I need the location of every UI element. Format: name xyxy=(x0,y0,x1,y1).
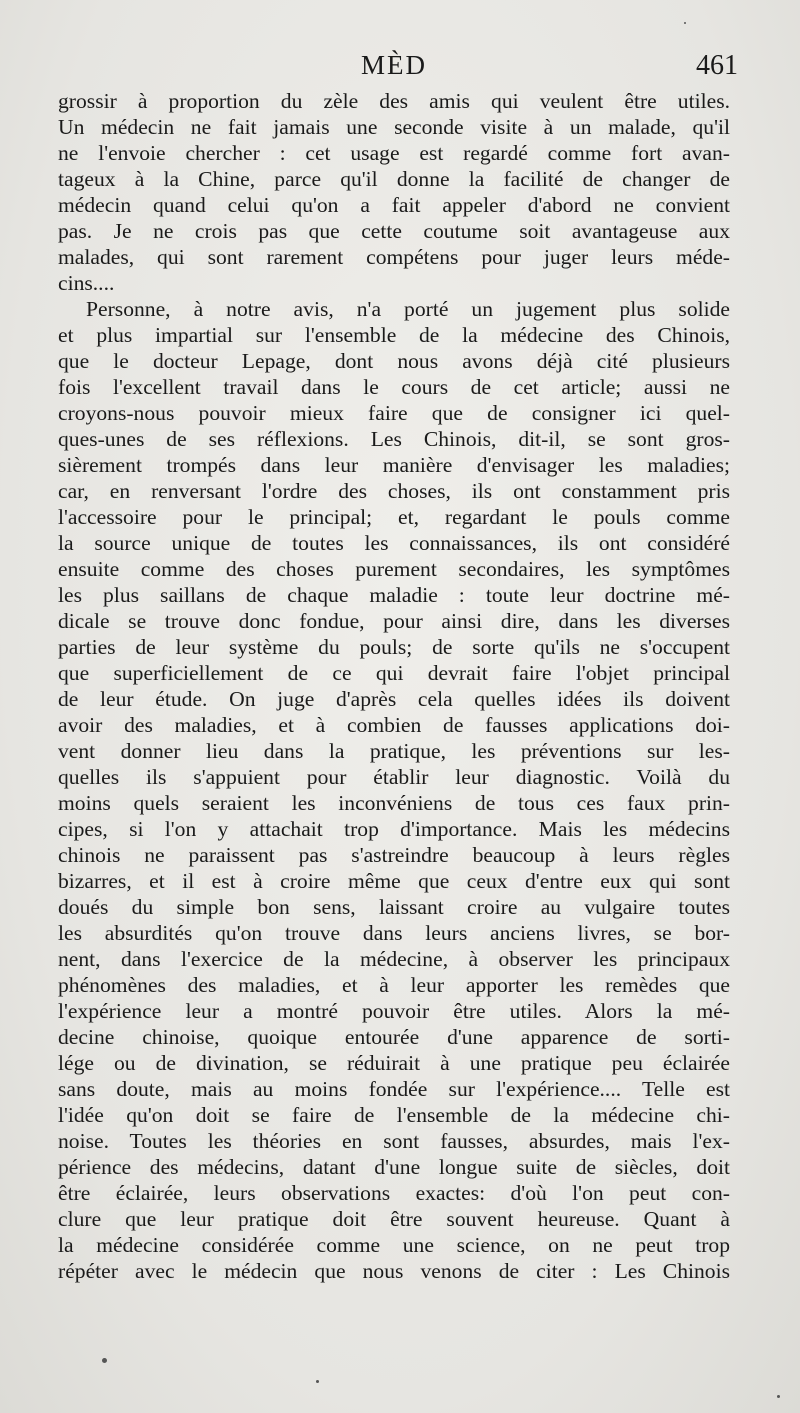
text-line: Un médecin ne fait jamais une seconde visite à un malade, qu'il xyxy=(58,115,730,139)
text-line: phénomènes des maladies, et à leur apporter les remèdes que xyxy=(58,973,730,997)
text-line: quelles ils s'appuient pour établir leur diagnostic. Voilà du xyxy=(58,765,730,789)
text-line: que le docteur Lepage, dont nous avons déjà cité plusieurs xyxy=(58,349,730,373)
text-line: moins quels seraient les inconvéniens de tous ces faux prin- xyxy=(58,791,730,815)
text-line: l'accessoire pour le principal; et, regardant le pouls comme xyxy=(58,505,730,529)
page-header xyxy=(58,50,738,84)
text-line: ensuite comme des choses purement secondaires, les symptômes xyxy=(58,557,730,581)
text-line: sièrement trompés dans leur manière d'envisager les maladies; xyxy=(58,453,730,477)
text-line: et plus impartial sur l'ensemble de la médecine des Chinois, xyxy=(58,323,730,347)
text-line: de leur étude. On juge d'après cela quelles idées ils doivent xyxy=(58,687,730,711)
text-line: decine chinoise, quoique entourée d'une apparence de sorti- xyxy=(58,1025,730,1049)
text-line: l'expérience leur a montré pouvoir être utiles. Alors la mé- xyxy=(58,999,730,1023)
text-line: répéter avec le médecin que nous venons de citer : Les Chinois xyxy=(58,1259,730,1283)
text-line: cins.... xyxy=(58,271,115,295)
text-line: avoir des maladies, et à combien de fausses applications doi- xyxy=(58,713,730,737)
text-line: noise. Toutes les théories en sont fausses, absurdes, mais l'ex- xyxy=(58,1129,730,1153)
paragraph-2 xyxy=(58,296,730,1284)
text-line: fois l'excellent travail dans le cours de cet article; aussi ne xyxy=(58,375,730,399)
text-line: clure que leur pratique doit être souvent heureuse. Quant à xyxy=(58,1207,730,1231)
text-line: médecin quand celui qu'on a fait appeler d'abord ne convient xyxy=(58,193,730,217)
text-line: car, en renversant l'ordre des choses, ils ont constamment pris xyxy=(58,479,730,503)
text-line: cipes, si l'on y attachait trop d'importance. Mais les médecins xyxy=(58,817,730,841)
text-line: que superficiellement de ce qui devrait faire l'objet principal xyxy=(58,661,730,685)
text-line: la médecine considérée comme une science, on ne peut trop xyxy=(58,1233,730,1257)
text-line: malades, qui sont rarement compétens pour juger leurs méde- xyxy=(58,245,730,269)
paper-speck xyxy=(316,1380,319,1383)
text-line: grossir à proportion du zèle des amis qui veulent être utiles. xyxy=(58,89,730,113)
text-line: Personne, à notre avis, n'a porté un jugement plus solide xyxy=(86,297,730,321)
text-line: l'idée qu'on doit se faire de l'ensemble de la médecine chi- xyxy=(58,1103,730,1127)
text-line: sans doute, mais au moins fondée sur l'expérience.... Telle est xyxy=(58,1077,730,1101)
text-line: la source unique de toutes les connaissances, ils ont considéré xyxy=(58,531,730,555)
text-line: les absurdités qu'on trouve dans leurs anciens livres, se bor- xyxy=(58,921,730,945)
text-line: nent, dans l'exercice de la médecine, à observer les principaux xyxy=(58,947,730,971)
paper-speck xyxy=(684,22,686,24)
running-head: MÈD xyxy=(361,50,427,80)
body-text xyxy=(58,88,730,1284)
text-line: croyons-nous pouvoir mieux faire que de consigner ici quel- xyxy=(58,401,730,425)
text-line: ne l'envoie chercher : cet usage est regardé comme fort avan- xyxy=(58,141,730,165)
text-line: parties de leur système du pouls; de sorte qu'ils ne s'occupent xyxy=(58,635,730,659)
paper-speck xyxy=(777,1395,780,1398)
text-line: vent donner lieu dans la pratique, les préventions sur les- xyxy=(58,739,730,763)
text-line: lége ou de divination, se réduirait à une pratique peu éclairée xyxy=(58,1051,730,1075)
text-line: périence des médecins, datant d'une longue suite de siècles, doit xyxy=(58,1155,730,1179)
text-line: ques-unes de ses réflexions. Les Chinois, dit-il, se sont gros- xyxy=(58,427,730,451)
text-line: bizarres, et il est à croire même que ceux d'entre eux qui sont xyxy=(58,869,730,893)
text-line: les plus saillans de chaque maladie : toute leur doctrine mé- xyxy=(58,583,730,607)
paper-speck xyxy=(102,1358,107,1363)
paragraph-1 xyxy=(58,88,730,296)
text-line: tageux à la Chine, parce qu'il donne la facilité de changer de xyxy=(58,167,730,191)
text-line: dicale se trouve donc fondue, pour ainsi dire, dans les diverses xyxy=(58,609,730,633)
text-line: être éclairée, leurs observations exactes: d'où l'on peut con- xyxy=(58,1181,730,1205)
page-number: 461 xyxy=(696,50,738,81)
text-line: chinois ne paraissent pas s'astreindre beaucoup à leurs règles xyxy=(58,843,730,867)
text-line: doués du simple bon sens, laissant croire au vulgaire toutes xyxy=(58,895,730,919)
text-line: pas. Je ne crois pas que cette coutume soit avantageuse aux xyxy=(58,219,730,243)
